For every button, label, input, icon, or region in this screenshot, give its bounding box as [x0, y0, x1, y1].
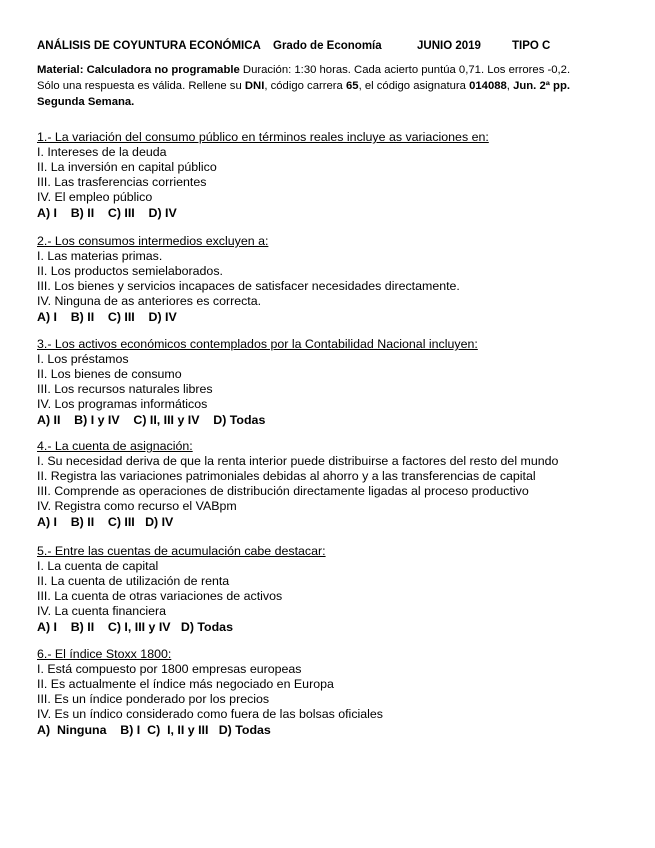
session-label: Jun. 2ª pp. [513, 80, 570, 92]
question-option: III. Comprende as operaciones de distribución directamente ligadas al proceso productivo [37, 484, 529, 498]
question-option: I. Los préstamos [37, 352, 129, 366]
instructions-text: , el código asignatura [358, 80, 470, 92]
answer-choices: A) I B) II C) III D) IV [37, 310, 177, 324]
question-option: II. Los bienes de consumo [37, 367, 182, 381]
question-option: IV. El empleo público [37, 190, 153, 204]
answer-choices: A) I B) II C) III D) IV [37, 206, 177, 220]
subject-title: ANÁLISIS DE COYUNTURA ECONÓMICA [37, 40, 261, 52]
exam-date: JUNIO 2019 [417, 40, 481, 52]
instructions-line-1 [37, 62, 617, 78]
carrera-code: 65 [345, 80, 359, 92]
question-6 [37, 646, 637, 738]
degree-label: Grado de Economía [273, 40, 382, 52]
exam-instructions [37, 62, 617, 110]
instructions-text: Sólo una respuesta es válida. Rellene su [37, 80, 245, 92]
material-label: Material: Calculadora no programable [37, 64, 240, 76]
question-title: 4.- La cuenta de asignación: [37, 439, 193, 453]
dni-label: DNI [244, 80, 265, 92]
answer-choices: A) II B) I y IV C) II, III y IV D) Todas [37, 413, 266, 427]
question-option: I. Intereses de la deuda [37, 145, 167, 159]
question-title: 2.- Los consumos intermedios excluyen a: [37, 234, 269, 248]
question-title: 6.- El índice Stoxx 1800: [37, 647, 172, 661]
instructions-text: , [506, 80, 514, 92]
answer-choices: A) Ninguna B) I C) I, II y III D) Todas [37, 723, 271, 737]
question-option: III. Las trasferencias corrientes [37, 175, 207, 189]
question-option: I. La cuenta de capital [37, 559, 159, 573]
question-option: IV. Ninguna de as anteriores es correcta. [37, 294, 262, 308]
question-1 [37, 129, 637, 221]
question-2 [37, 233, 637, 325]
question-option: I. Las materias primas. [37, 249, 163, 263]
question-title: 3.- Los activos económicos contemplados por la Contabilidad Nacional incluyen: [37, 337, 478, 351]
question-option: I. Su necesidad deriva de que la renta interior puede distribuirse a factores del resto del mundo [37, 454, 559, 468]
exam-type: TIPO C [512, 40, 551, 52]
question-option: II. La inversión en capital público [37, 160, 217, 174]
question-option: III. Es un índice ponderado por los precios [37, 692, 270, 706]
duration-text: Duración: 1:30 horas. Cada acierto puntúa 0,71 [239, 64, 481, 76]
errors-text: . Los errores -0,2. [480, 64, 571, 76]
question-option: IV. Los programas informáticos [37, 397, 208, 411]
question-option: IV. Es un índico considerado como fuera de las bolsas oficiales [37, 707, 383, 721]
asignatura-code: 014088 [469, 80, 507, 92]
question-option: III. La cuenta de otras variaciones de activos [37, 589, 283, 603]
question-option: III. Los bienes y servicios incapaces de satisfacer necesidades directamente. [37, 279, 460, 293]
question-title: 5.- Entre las cuentas de acumulación cabe destacar: [37, 544, 326, 558]
question-4 [37, 438, 637, 530]
instructions-line-3 [37, 94, 617, 110]
answer-choices: A) I B) II C) III D) IV [37, 515, 174, 529]
question-option: II. Es actualmente el índice más negociado en Europa [37, 677, 334, 691]
question-option: IV. La cuenta financiera [37, 604, 167, 618]
answer-choices: A) I B) II C) I, III y IV D) Todas [37, 620, 233, 634]
question-3 [37, 336, 637, 428]
instructions-text: , código carrera [264, 80, 346, 92]
week-label: Segunda Semana. [37, 96, 135, 108]
instructions-line-2 [37, 78, 617, 94]
question-option: III. Los recursos naturales libres [37, 382, 213, 396]
question-5 [37, 543, 637, 635]
question-option: II. La cuenta de utilización de renta [37, 574, 230, 588]
question-option: II. Los productos semielaborados. [37, 264, 223, 278]
question-option: IV. Registra como recurso el VABpm [37, 499, 237, 513]
question-title: 1.- La variación del consumo público en términos reales incluye as variaciones en: [37, 130, 489, 144]
question-option: I. Está compuesto por 1800 empresas europeas [37, 662, 302, 676]
question-option: II. Registra las variaciones patrimoniales debidas al ahorro y a las transferencias de capital [37, 469, 536, 483]
